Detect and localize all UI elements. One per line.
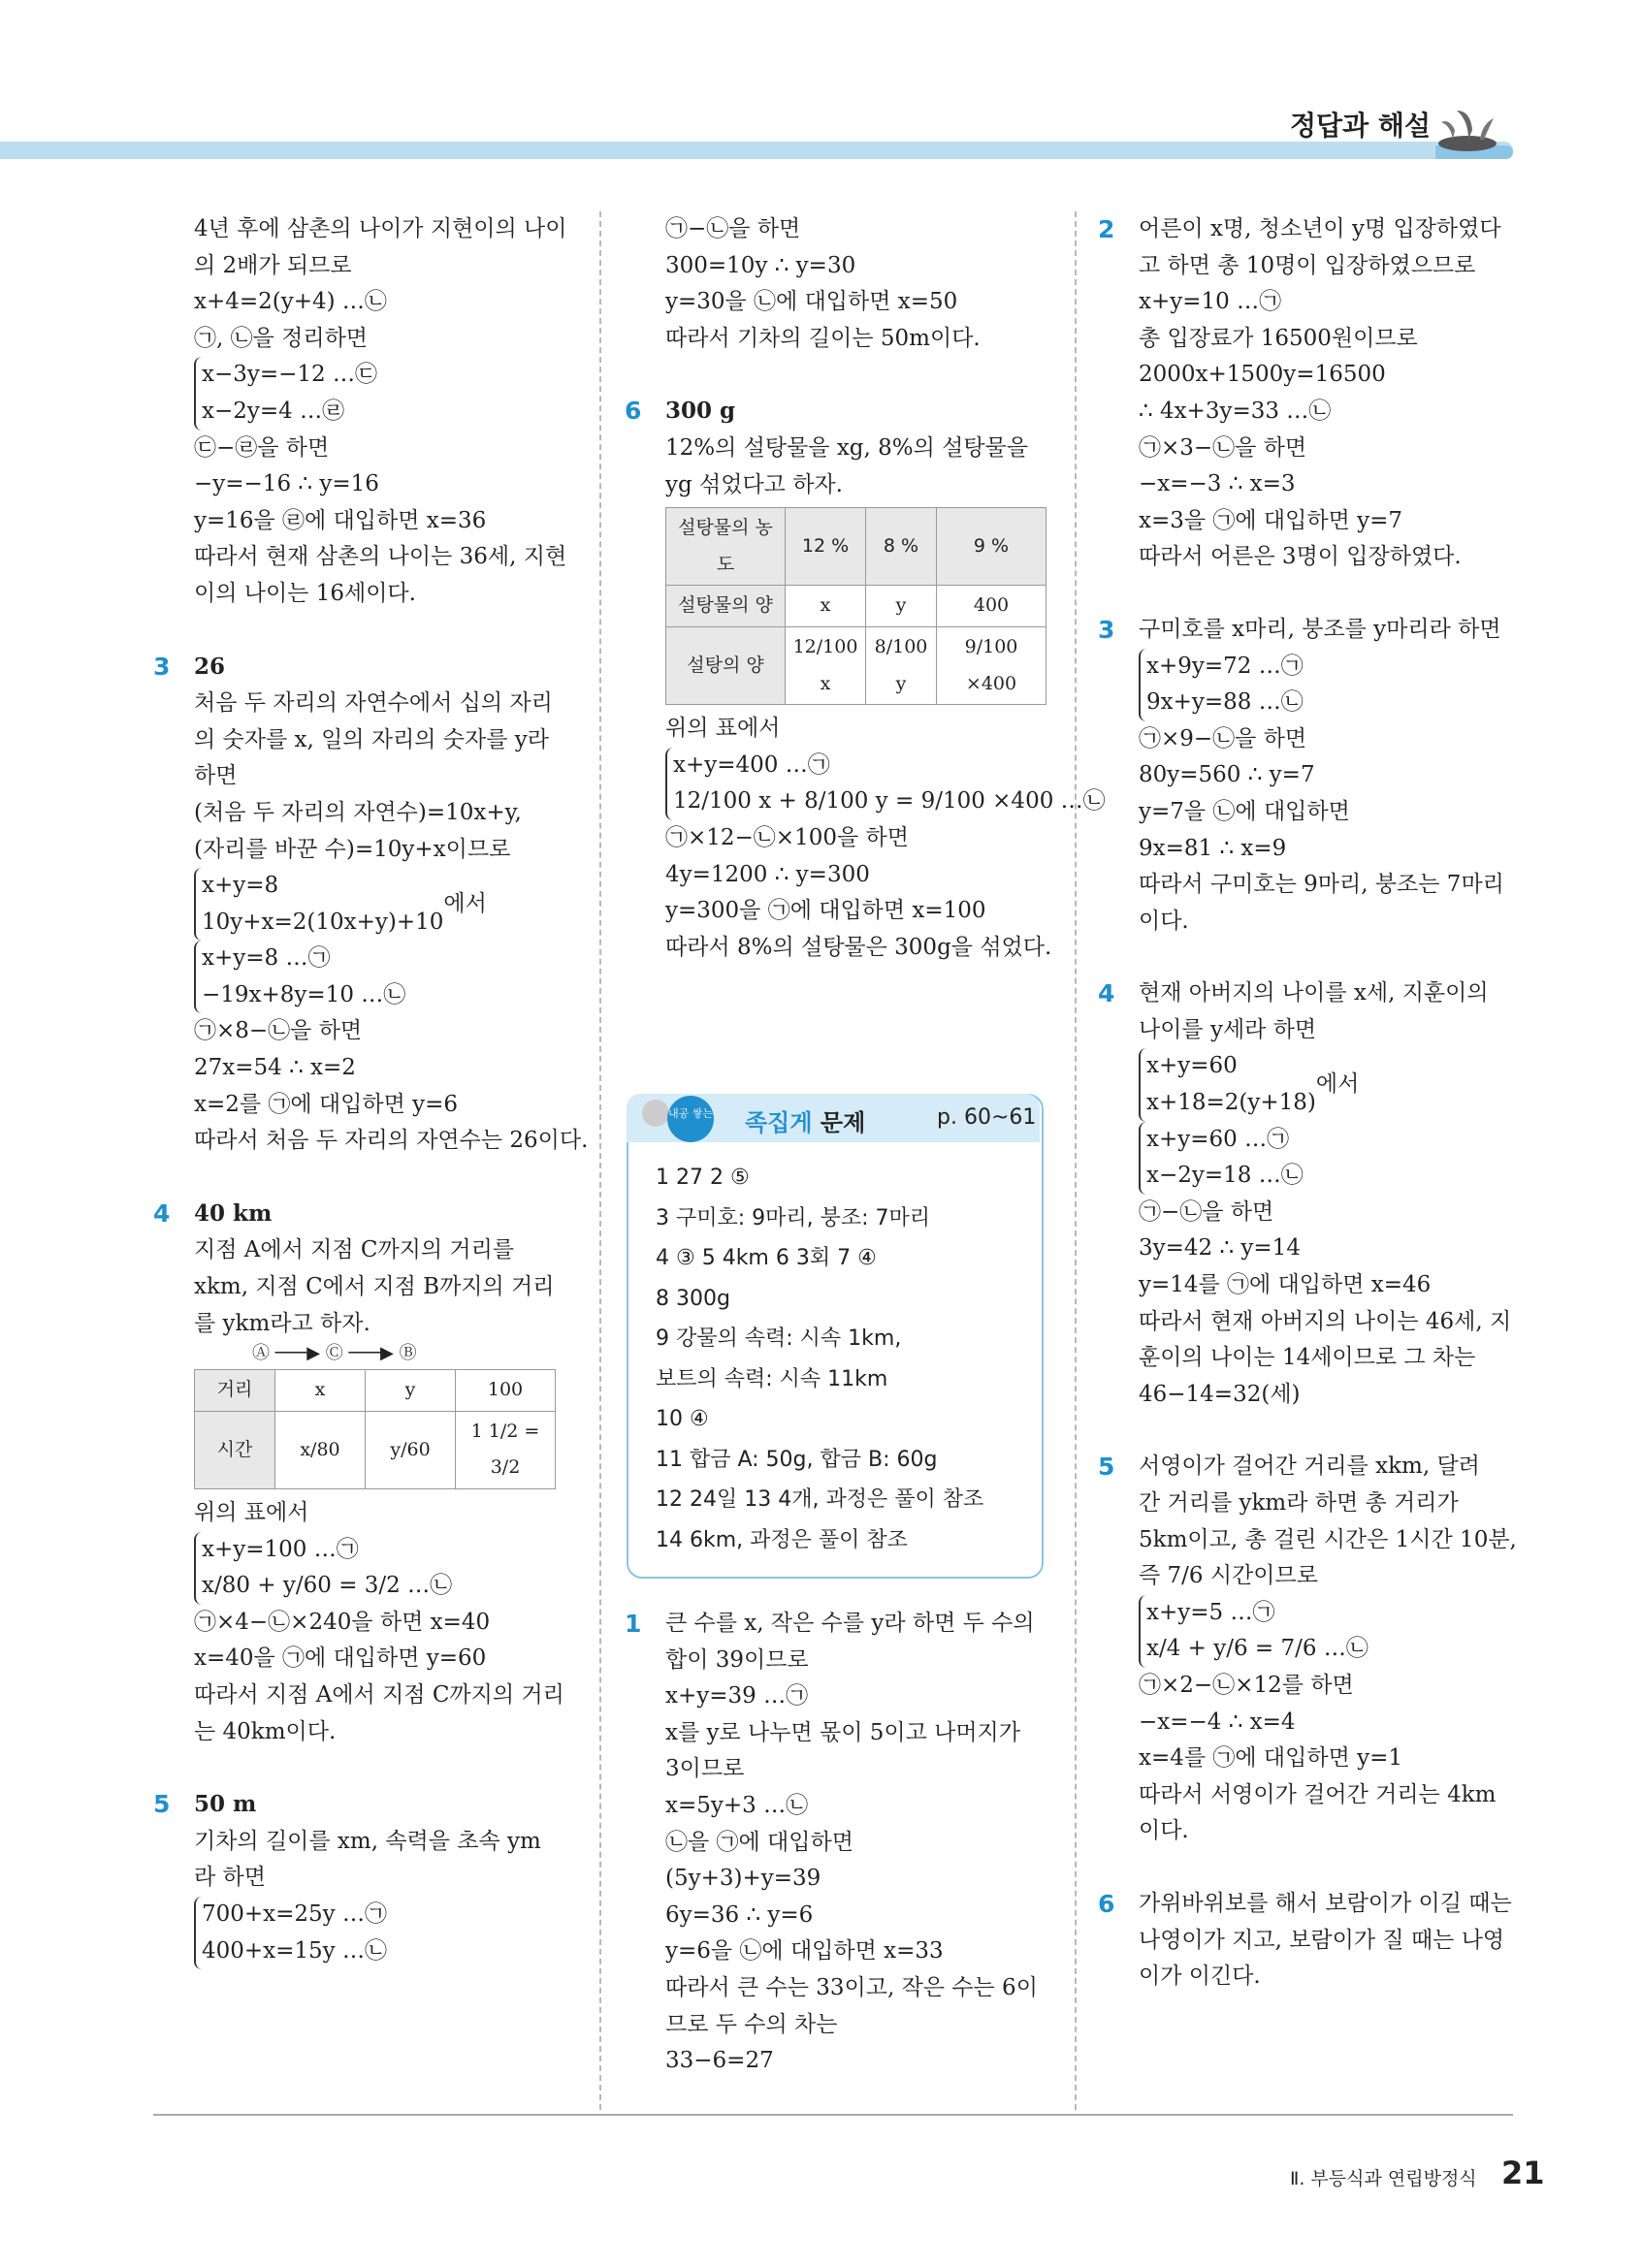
header-bar xyxy=(0,142,1513,159)
table-cell: 9 % xyxy=(937,508,1046,586)
column-1 xyxy=(153,211,589,1969)
text-line: 훈이의 나이는 14세이므로 그 차는 xyxy=(1139,1345,1476,1371)
equation-system xyxy=(194,1532,452,1605)
text-line: 지점 A에서 지점 C까지의 거리를 xyxy=(194,1237,515,1263)
problem-number: 2 xyxy=(1098,215,1115,243)
text-line: 라 하면 xyxy=(194,1865,266,1891)
text-line: 이의 나이는 16세이다. xyxy=(194,580,416,606)
table-cell: 9/100 ×400 xyxy=(937,626,1046,704)
table-cell: 12/100 x xyxy=(786,626,866,704)
text-line: x=2를 ㉠에 대입하면 y=6 xyxy=(194,1091,459,1117)
table-cell: x/80 xyxy=(275,1411,366,1488)
equation: x+y=8 xyxy=(202,873,279,899)
equation-system xyxy=(194,1897,387,1969)
table-cell: 400 xyxy=(937,586,1046,627)
text-line: x=3을 ㉠에 대입하면 y=7 xyxy=(1139,507,1403,533)
text-line: 서영이가 걸어간 거리를 xkm, 달려 xyxy=(1139,1453,1480,1480)
text-line: x를 y로 나누면 몫이 5이고 나머지가 xyxy=(665,1719,1020,1745)
text-line: ㉡을 ㉠에 대입하면 xyxy=(665,1829,853,1855)
equation: x/80 + y/60 = 3/2 …㉡ xyxy=(202,1573,453,1599)
text-line: 하면 xyxy=(194,763,238,789)
text-line: 의 2배가 되므로 xyxy=(194,252,352,278)
text-line: 어른이 x명, 청소년이 y명 입장하였다 xyxy=(1139,216,1501,241)
text-line: (5y+3)+y=39 xyxy=(665,1866,821,1892)
text-line: 4y=1200 ∴ y=300 xyxy=(665,861,870,887)
text-line: ㉠×9−㉡을 하면 xyxy=(1139,725,1307,751)
quiz-badge-icon xyxy=(634,1086,731,1144)
quiz-page-ref: p. 60~61 xyxy=(937,1105,1037,1130)
footer-rule xyxy=(153,2114,1513,2116)
text-line: 합이 39이므로 xyxy=(665,1646,809,1673)
text-line: 즉 7/6 시간이므로 xyxy=(1139,1563,1318,1589)
text-line: 따라서 지점 A에서 지점 C까지의 거리 xyxy=(194,1681,564,1708)
quiz-answer: 10 ④ xyxy=(656,1407,709,1431)
text-line: 따라서 구미호는 9마리, 붕조는 7마리 xyxy=(1139,872,1504,898)
text-line: 를 ykm라고 하자. xyxy=(194,1310,370,1336)
quiz-answer: 9 강물의 속력: 시속 1km, xyxy=(656,1326,902,1351)
footer-chapter: Ⅱ. 부등식과 연립방정식 xyxy=(1290,2168,1477,2189)
text-line: 므로 두 수의 차는 xyxy=(665,2011,838,2037)
text-line: 따라서 현재 아버지의 나이는 46세, 지 xyxy=(1139,1308,1512,1334)
equation: 400+x=15y …㉡ xyxy=(202,1937,387,1964)
equation: 12/100 x + 8/100 y = 9/100 ×400 …㉡ xyxy=(673,788,1106,815)
text-line: 따라서 현재 삼촌의 나이는 36세, 지현 xyxy=(194,544,567,570)
answer: 40 km xyxy=(194,1199,273,1227)
quiz-answer: 12 24일 13 4개, 과정은 풀이 참조 xyxy=(656,1487,984,1512)
equation-system xyxy=(665,748,1106,820)
quiz-answer: 4 ③ 5 4km 6 3회 7 ④ xyxy=(656,1246,877,1270)
text-line: ㉢−㉣을 하면 xyxy=(194,434,330,461)
problem-number: 6 xyxy=(1098,1889,1115,1918)
table-cell: x xyxy=(786,586,866,627)
text-line: 300=10y ∴ y=30 xyxy=(665,252,856,278)
text-line: −x=−4 ∴ x=4 xyxy=(1139,1709,1296,1735)
problem-number: 3 xyxy=(1098,615,1115,644)
text-line: 고 하면 총 10명이 입장하였으므로 xyxy=(1139,252,1476,278)
route-diagram: Ⓐ ───▶ Ⓒ ───▶ Ⓑ xyxy=(252,1343,417,1364)
text-line: 27x=54 ∴ x=2 xyxy=(194,1055,356,1081)
text-line: y=14를 ㉠에 대입하면 x=46 xyxy=(1139,1272,1432,1298)
answer: 26 xyxy=(194,653,226,680)
table-cell: 설탕물의 양 xyxy=(666,586,786,627)
quiz-answer: 11 합금 A: 50g, 합금 B: 60g xyxy=(656,1447,938,1472)
text-line: x=5y+3 …㉡ xyxy=(665,1792,809,1818)
equation: 700+x=25y …㉠ xyxy=(202,1901,387,1927)
column-2 xyxy=(625,211,1106,966)
text-line: ㉠−㉡을 하면 xyxy=(1139,1198,1274,1225)
equation: x+y=60 …㉠ xyxy=(1146,1126,1290,1152)
equation-system xyxy=(1139,649,1304,721)
sugar-water-table xyxy=(665,507,1046,705)
problem-6 xyxy=(625,393,1106,966)
text-line: 80y=560 ∴ y=7 xyxy=(1139,762,1315,788)
equation-system xyxy=(1139,1048,1316,1121)
equation: x−2y=18 …㉡ xyxy=(1146,1163,1304,1189)
table-cell: 8/100 y xyxy=(866,626,937,704)
text-line: 가위바위보를 해서 보람이가 이길 때는 xyxy=(1139,1890,1512,1916)
text-line: (자리를 바꾼 수)=10y+x이므로 xyxy=(194,836,511,862)
text-line: 46−14=32(세) xyxy=(1139,1381,1301,1407)
quiz-title xyxy=(745,1103,865,1137)
quiz-title-highlight: 족집게 xyxy=(745,1109,813,1136)
equation: x+18=2(y+18) xyxy=(1146,1090,1316,1116)
text-line: 나이를 y세라 하면 xyxy=(1139,1016,1317,1042)
equation: x/4 + y/6 = 7/6 …㉡ xyxy=(1146,1636,1368,1662)
table-cell: 12 % xyxy=(786,508,866,586)
text-suffix: 에서 xyxy=(1315,1071,1360,1098)
text-line: 4년 후에 삼촌의 나이가 지현이의 나이 xyxy=(194,216,567,241)
text-line: ∴ 4x+3y=33 …㉡ xyxy=(1139,398,1332,424)
text-line: y=30을 ㉡에 대입하면 x=50 xyxy=(665,289,958,315)
text-line: 5km이고, 총 걸린 시간은 1시간 10분, xyxy=(1139,1526,1517,1552)
text-line: x=4를 ㉠에 대입하면 y=1 xyxy=(1139,1745,1403,1772)
equation-system xyxy=(194,357,377,430)
problem-number: 5 xyxy=(153,1790,171,1819)
problem-number: 6 xyxy=(625,397,642,426)
equation: x+y=8 …㉠ xyxy=(202,945,331,972)
quiz-answer: 보트의 속력: 시속 11km xyxy=(656,1366,888,1391)
text-line: 위의 표에서 xyxy=(194,1500,309,1525)
text-line: 이다. xyxy=(1139,908,1189,934)
text-line: 현재 아버지의 나이를 x세, 지훈이의 xyxy=(1139,980,1489,1006)
equation: x−2y=4 …㉣ xyxy=(202,398,345,424)
quiz-answer: 14 6km, 과정은 풀이 참조 xyxy=(656,1527,908,1552)
text-line: 12%의 설탕물을 xg, 8%의 설탕물을 xyxy=(665,434,1029,461)
quiz-problem-5 xyxy=(1098,1449,1517,1850)
problem-number: 4 xyxy=(153,1198,171,1228)
answer: 300 g xyxy=(665,398,736,425)
quiz-answer: 8 300g xyxy=(656,1286,730,1311)
text-line: 2000x+1500y=16500 xyxy=(1139,362,1386,388)
equation-system xyxy=(194,941,405,1013)
quiz-answer: 3 구미호: 9마리, 붕조: 7마리 xyxy=(656,1205,931,1230)
table-cell: 시간 xyxy=(195,1411,275,1488)
text-line: ㉠×2−㉡×12를 하면 xyxy=(1139,1672,1354,1698)
quiz-problem-3 xyxy=(1098,612,1517,940)
text-line: 따라서 기차의 길이는 50m이다. xyxy=(665,325,981,351)
header-title: 정답과 해설 xyxy=(1290,110,1431,142)
table-cell: y xyxy=(866,586,937,627)
equation: x+9y=72 …㉠ xyxy=(1146,653,1304,679)
column-3 xyxy=(1098,211,1517,1996)
text-line: 3이므로 xyxy=(665,1756,745,1782)
text-line: xkm, 지점 C에서 지점 B까지의 거리 xyxy=(194,1274,555,1300)
equation: x−3y=−12 …㉢ xyxy=(202,362,377,388)
text-line: x+y=39 …㉠ xyxy=(665,1683,809,1709)
text-line: y=16을 ㉣에 대입하면 x=36 xyxy=(194,507,487,533)
text-line: 총 입장료가 16500원이므로 xyxy=(1139,325,1418,351)
text-line: x=40을 ㉠에 대입하면 y=60 xyxy=(194,1645,487,1672)
text-line: 기차의 길이를 xm, 속력을 초속 ym xyxy=(194,1828,541,1854)
text-line: ㉠×12−㉡×100을 하면 xyxy=(665,824,909,850)
table-cell: 거리 xyxy=(195,1370,275,1412)
text-line: ㉠−㉡을 하면 xyxy=(665,216,801,241)
equation: x+y=100 …㉠ xyxy=(202,1536,359,1562)
text-line: 따라서 8%의 설탕물은 300g을 섞었다. xyxy=(665,934,1052,960)
quiz-problem-4 xyxy=(1098,975,1517,1413)
distance-time-table xyxy=(194,1369,556,1489)
equation-system xyxy=(1139,1122,1304,1195)
column-divider-2 xyxy=(1075,211,1077,2110)
equation-system xyxy=(1139,1595,1368,1668)
text-line: 이가 이긴다. xyxy=(1139,1964,1261,1990)
table-cell: 설탕물의 농도 xyxy=(666,508,786,586)
problem-number: 1 xyxy=(625,1610,642,1638)
equation: x+y=5 …㉠ xyxy=(1146,1599,1275,1625)
table-cell: 설탕의 양 xyxy=(666,626,786,704)
quiz-badge-text: 내공 쌓는 xyxy=(667,1107,714,1120)
text-line: y=300을 ㉠에 대입하면 x=100 xyxy=(665,898,986,924)
problem-2-continued xyxy=(194,211,582,613)
text-line: x+4=2(y+4) …㉡ xyxy=(194,289,387,315)
text-line: −y=−16 ∴ y=16 xyxy=(194,471,379,497)
text-line: 처음 두 자리의 자연수에서 십의 자리 xyxy=(194,690,553,717)
problem-5 xyxy=(153,1786,582,1969)
text-suffix: 에서 xyxy=(443,890,487,916)
equation: 9x+y=88 …㉡ xyxy=(1146,689,1304,716)
text-line: 따라서 큰 수는 33이고, 작은 수는 6이 xyxy=(665,1974,1038,2000)
table-cell: 8 % xyxy=(866,508,937,586)
problem-number: 3 xyxy=(153,652,171,681)
problem-number: 5 xyxy=(1098,1453,1115,1482)
text-line: 3y=42 ∴ y=14 xyxy=(1139,1235,1301,1262)
equation: x+y=60 xyxy=(1146,1053,1238,1079)
table-cell: x xyxy=(275,1370,366,1412)
equation: 10y+x=2(10x+y)+10 xyxy=(202,909,444,935)
text-line: 따라서 처음 두 자리의 자연수는 26이다. xyxy=(194,1128,589,1154)
table-cell: 1 1/2 = 3/2 xyxy=(456,1411,556,1488)
table-cell: y xyxy=(366,1370,456,1412)
text-line: ㉠×3−㉡을 하면 xyxy=(1139,434,1307,461)
problem-5-continued xyxy=(665,211,1053,357)
text-line: y=7을 ㉡에 대입하면 xyxy=(1139,798,1350,824)
quiz-answer-list xyxy=(656,1158,983,1560)
table-cell: 100 xyxy=(456,1370,556,1412)
text-line: ㉠, ㉡을 정리하면 xyxy=(194,325,369,351)
text-line: yg 섞었다고 하자. xyxy=(665,471,843,497)
column-divider-1 xyxy=(599,211,601,2110)
quiz-title-rest: 문제 xyxy=(812,1109,866,1136)
quiz-problem-1 xyxy=(625,1606,1053,2080)
equation: x+y=400 …㉠ xyxy=(673,751,830,778)
text-line: 33−6=27 xyxy=(665,2048,774,2074)
problem-3 xyxy=(153,649,589,1160)
problem-number: 4 xyxy=(1098,979,1115,1008)
text-line: 나영이가 지고, 보람이가 질 때는 나영 xyxy=(1139,1927,1505,1953)
problem-4 xyxy=(153,1196,582,1750)
text-line: 간 거리를 ykm라 하면 총 거리가 xyxy=(1139,1490,1459,1516)
quiz-problem-2 xyxy=(1098,211,1517,576)
text-line: 이다. xyxy=(1139,1818,1189,1844)
page-number: 21 xyxy=(1501,2155,1545,2191)
text-line: y=6을 ㉡에 대입하면 x=33 xyxy=(665,1938,944,1965)
text-line: 위의 표에서 xyxy=(665,716,781,742)
text-line: 따라서 서영이가 걸어간 거리는 4km xyxy=(1139,1781,1497,1807)
text-line: 의 숫자를 x, 일의 자리의 숫자를 y라 xyxy=(194,726,549,752)
text-line: ㉠×8−㉡을 하면 xyxy=(194,1018,363,1044)
sprout-icon xyxy=(1433,97,1501,151)
table-cell: y/60 xyxy=(366,1411,456,1488)
text-line: 구미호를 x마리, 붕조를 y마리라 하면 xyxy=(1139,616,1501,642)
text-line: (처음 두 자리의 자연수)=10x+y, xyxy=(194,799,522,825)
text-line: −x=−3 ∴ x=3 xyxy=(1139,471,1296,497)
text-line: 6y=36 ∴ y=6 xyxy=(665,1901,814,1928)
text-line: ㉠×4−㉡×240을 하면 x=40 xyxy=(194,1609,491,1635)
column-2-lower xyxy=(625,1606,1053,2080)
quiz-answer: 1 27 2 ⑤ xyxy=(656,1166,750,1190)
text-line: 는 40km이다. xyxy=(194,1718,337,1744)
equation: −19x+8y=10 …㉡ xyxy=(202,981,406,1007)
text-line: 9x=81 ∴ x=9 xyxy=(1139,835,1287,861)
answer: 50 m xyxy=(194,1791,257,1818)
quiz-problem-6 xyxy=(1098,1886,1517,1996)
text-line: 따라서 어른은 3명이 입장하였다. xyxy=(1139,544,1462,570)
equation-system xyxy=(194,868,443,941)
text-line: 큰 수를 x, 작은 수를 y라 하면 두 수의 xyxy=(665,1611,1035,1636)
text-line: x+y=10 …㉠ xyxy=(1139,289,1282,315)
